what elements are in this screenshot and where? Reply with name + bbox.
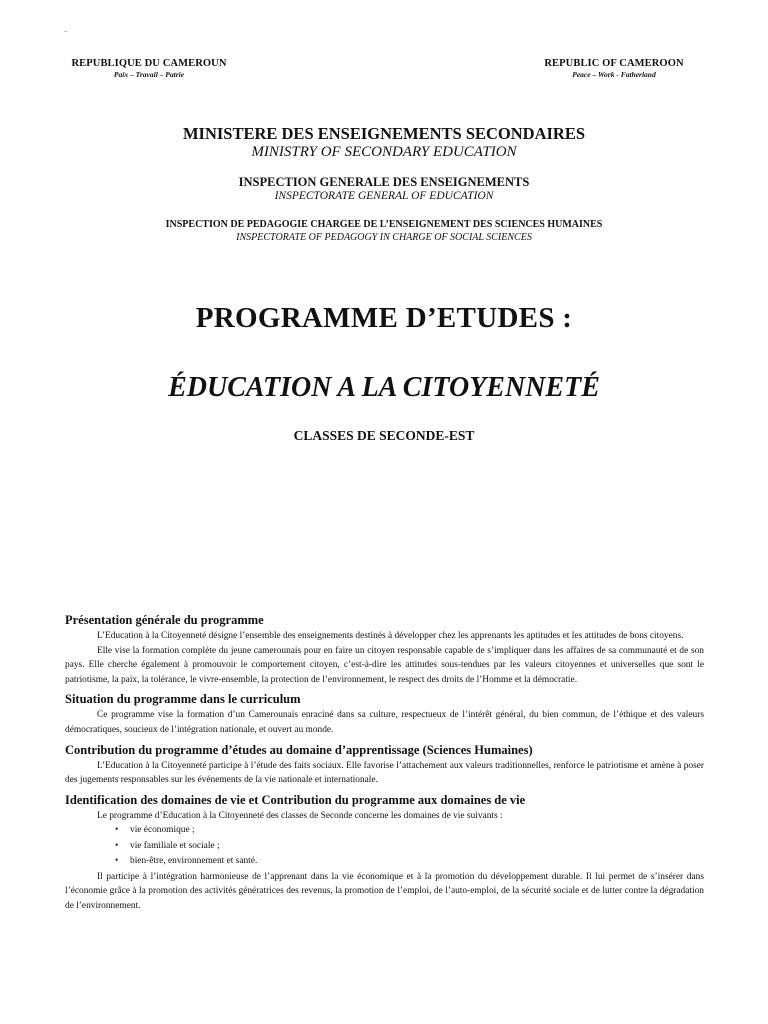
section-paragraph: L’Education à la Citoyenneté désigne l’ensemble des enseignements destinés à développer chez les apprenants les aptitudes et les attitudes de bons citoyens. bbox=[97, 631, 684, 641]
pedagogy-title-fr: INSPECTION DE PEDAGOGIE CHARGEE DE L’ENSEIGNEMENT DES SCIENCES HUMAINES bbox=[165, 219, 603, 230]
bullet-icon: • bbox=[115, 840, 119, 851]
document-body bbox=[65, 612, 704, 913]
section-presentation bbox=[65, 612, 704, 687]
section-heading: Contribution du programme d’études au domaine d’apprentissage (Sciences Humaines) bbox=[65, 742, 533, 757]
ministry-title-fr: MINISTERE DES ENSEIGNEMENTS SECONDAIRES bbox=[182, 124, 586, 143]
section-paragraph: Elle vise la formation complète du jeune camerounais pour en faire un citoyen responsable capable de s’impliquer dans les affaires de sa communauté et de son pays. Elle cherche également à promouvoir le comportement citoyen, c’est-à-dire les attitudes sous-tendues par les valeurs citoyennes et universelles que sont le patriotisme, la paix, la tolérance, le vivre-ensemble, la protection de l’environnement, le respect des droits de l’Homme et la démocratie. bbox=[65, 645, 704, 685]
section-paragraph: Ce programme vise la formation d’un Camerounais enraciné dans sa culture, respectueux de l’intérêt général, du bien commun, de l’éthique et des valeurs démocratiques, soucieux de l’intégration nationale, et ouvert au monde. bbox=[65, 710, 704, 735]
list-item bbox=[115, 854, 704, 869]
list-item bbox=[115, 839, 704, 854]
section-heading: Identification des domaines de vie et Contribution du programme aux domaines de vie bbox=[65, 792, 526, 807]
pedagogy-title-en: INSPECTORATE OF PEDAGOGY IN CHARGE OF SOCIAL SCIENCES bbox=[236, 232, 532, 243]
corner-mark: .. bbox=[64, 26, 68, 34]
list-item-text: vie familiale et sociale ; bbox=[130, 840, 220, 851]
inspection-title-en: INSPECTORATE GENERAL OF EDUCATION bbox=[274, 190, 494, 202]
country-name-en: REPUBLIC OF CAMEROON bbox=[544, 58, 684, 69]
domain-list bbox=[65, 823, 704, 869]
inspection-title-fr: INSPECTION GENERALE DES ENSEIGNEMENTS bbox=[238, 175, 530, 189]
header-right bbox=[536, 58, 692, 79]
classes-label: CLASSES DE SECONDE-EST bbox=[293, 428, 475, 443]
section-domaines-de-vie bbox=[65, 792, 704, 914]
section-heading: Situation du programme dans le curriculum bbox=[65, 692, 301, 707]
country-name-fr: REPUBLIQUE DU CAMEROUN bbox=[71, 58, 227, 69]
document-title: PROGRAMME D’ETUDES : bbox=[195, 302, 573, 334]
header-left bbox=[64, 58, 234, 79]
section-heading: Présentation générale du programme bbox=[65, 613, 264, 627]
ministry-title-en: MINISTRY OF SECONDARY EDUCATION bbox=[251, 144, 517, 160]
section-contribution bbox=[65, 742, 704, 788]
bullet-icon: • bbox=[115, 856, 119, 867]
motto-en: Peace – Work - Fatherland bbox=[572, 70, 656, 79]
section-situation bbox=[65, 691, 704, 737]
section-paragraph: Il participe à l’intégration harmonieuse de l’apprenant dans la vie économique et à la promotion du développement durable. Il lui permet de s’insérer dans l’économie grâce à la promotion des activités génératrices des revenus, la promotion de l’emploi, de l’auto-emploi, de la sécurité sociale et de lutter contre la dégradation de l’environnement. bbox=[65, 871, 704, 911]
list-item bbox=[115, 823, 704, 838]
section-lead: Le programme d’Education à la Citoyenneté des classes de Seconde concerne les domaines de vie suivants : bbox=[97, 810, 503, 821]
bullet-icon: • bbox=[115, 825, 119, 836]
list-item-text: vie économique ; bbox=[130, 825, 195, 836]
list-item-text: bien-être, environnement et santé. bbox=[130, 856, 258, 867]
subject-title: ÉDUCATION A LA CITOYENNETÉ bbox=[168, 372, 600, 403]
section-paragraph: L’Education à la Citoyenneté participe à l’étude des faits sociaux. Elle favorise l’attachement aux valeurs traditionnelles, renforce le patriotisme et amène à poser des jugements responsables sur les événements de la vie nationale et internationale. bbox=[65, 760, 704, 786]
motto-fr: Paix – Travail – Patrie bbox=[113, 70, 185, 79]
